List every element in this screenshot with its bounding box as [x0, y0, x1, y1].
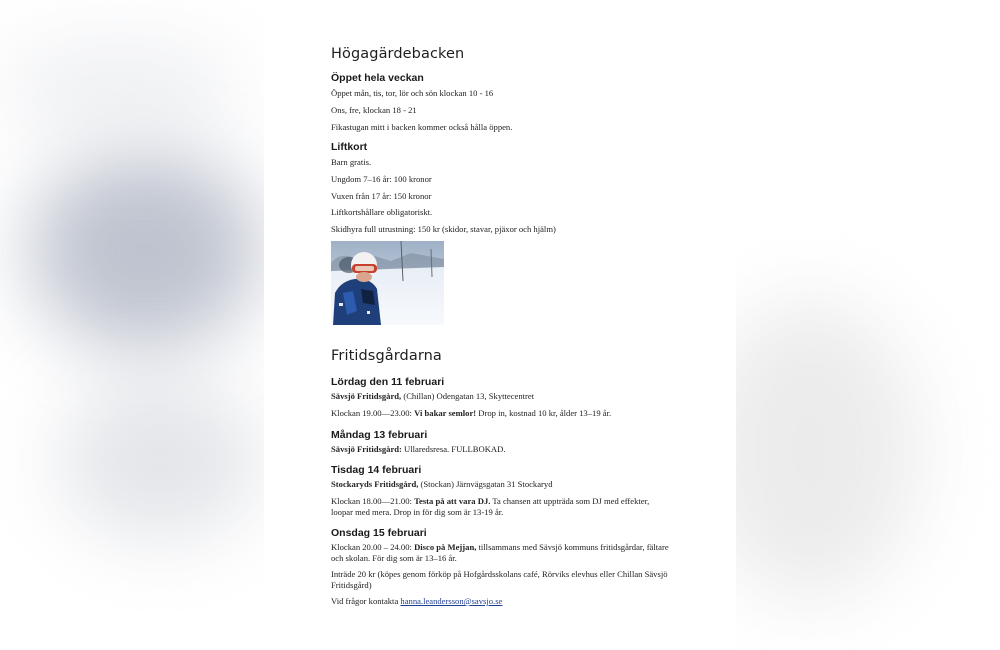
- open-hours-line: Öppet mån, tis, tor, lör och sön klockan 10 - 16: [331, 88, 494, 98]
- event-entry-info: Inträde 20 kr (köpes genom förköp på Hofgårdsskolans café, Rörviks elevhus eller Chillan Sävsjö Fritidsgård): [331, 569, 668, 590]
- event-date: Måndag 13 februari: [331, 429, 428, 441]
- event-date: Tisdag 14 februari: [331, 464, 422, 476]
- background-blur-shape: [30, 150, 260, 350]
- venue-name: Sävsjö Fritidsgård:: [331, 444, 402, 454]
- venue-note: Ullaredsresa. FULLBOKAD.: [401, 444, 506, 454]
- venue-address: (Stockan) Järnvägsgatan 31 Stockaryd: [418, 479, 553, 489]
- venue-address: (Chillan) Odengatan 13, Skyttecentret: [401, 391, 535, 401]
- background-blur-shape: [60, 380, 260, 540]
- event-description: tillsammans med Sävsjö kommuns fritidsgårdar, fältare och skolan. För dig som är 13–16 år.: [331, 542, 669, 563]
- liftkort-line: Liftkortshållare obligatoriskt.: [331, 207, 433, 217]
- contact-text: Vid frågor kontakta: [331, 596, 401, 606]
- event-time: Klockan 19.00—23.00:: [331, 408, 415, 418]
- liftkort-line: Ungdom 7–16 år: 100 kronor: [331, 174, 432, 184]
- contact-email-link[interactable]: hanna.leandersson@savsjo.se: [400, 596, 503, 606]
- venue-name: Sävsjö Fritidsgård,: [331, 391, 402, 401]
- event-venue: [331, 479, 553, 490]
- event-date: Lördag den 11 februari: [331, 376, 445, 388]
- section-heading-fritidsgardarna: Fritidsgårdarna: [331, 348, 442, 364]
- open-hours-line: Ons, fre, klockan 18 - 21: [331, 105, 417, 115]
- event-time: Klockan 20.00 – 24.00:: [331, 542, 415, 552]
- event-title: Disco på Mejjan,: [414, 542, 477, 552]
- event-venue: [331, 391, 534, 402]
- event-date: Onsdag 15 februari: [331, 527, 427, 539]
- liftkort-line: Skidhyra full utrustning: 150 kr (skidor, stavar, pjäxor och hjälm): [331, 224, 556, 234]
- contact-line: [331, 596, 502, 607]
- document-page: [264, 0, 736, 650]
- event-title: Testa på att vara DJ.: [414, 496, 491, 506]
- venue-name: Stockaryds Fritidsgård,: [331, 479, 419, 489]
- liftkort-line: Barn gratis.: [331, 157, 372, 167]
- event-title: Vi bakar semlor!: [414, 408, 477, 418]
- event-details: [331, 408, 611, 419]
- event-time: Klockan 18.00—21.00:: [331, 496, 415, 506]
- section-heading-hogagardebacken: Högagärdebacken: [331, 46, 465, 62]
- open-hours-heading: Öppet hela veckan: [331, 72, 424, 84]
- skier-photo: [331, 241, 444, 325]
- event-details: [331, 496, 671, 517]
- background-blur-shape: [0, 40, 240, 140]
- event-venue: [331, 444, 506, 455]
- event-description: Ta chansen att uppträda som DJ med effekter, loopar med mera. Drop in för dig som är 13-19 år.: [331, 496, 650, 517]
- open-hours-line: Fikastugan mitt i backen kommer också hålla öppen.: [331, 122, 513, 132]
- liftkort-heading: Liftkort: [331, 141, 368, 153]
- event-details: [331, 542, 671, 563]
- liftkort-line: Vuxen från 17 år: 150 kronor: [331, 191, 432, 201]
- event-description: Drop in, kostnad 10 kr, ålder 13–19 år.: [476, 408, 612, 418]
